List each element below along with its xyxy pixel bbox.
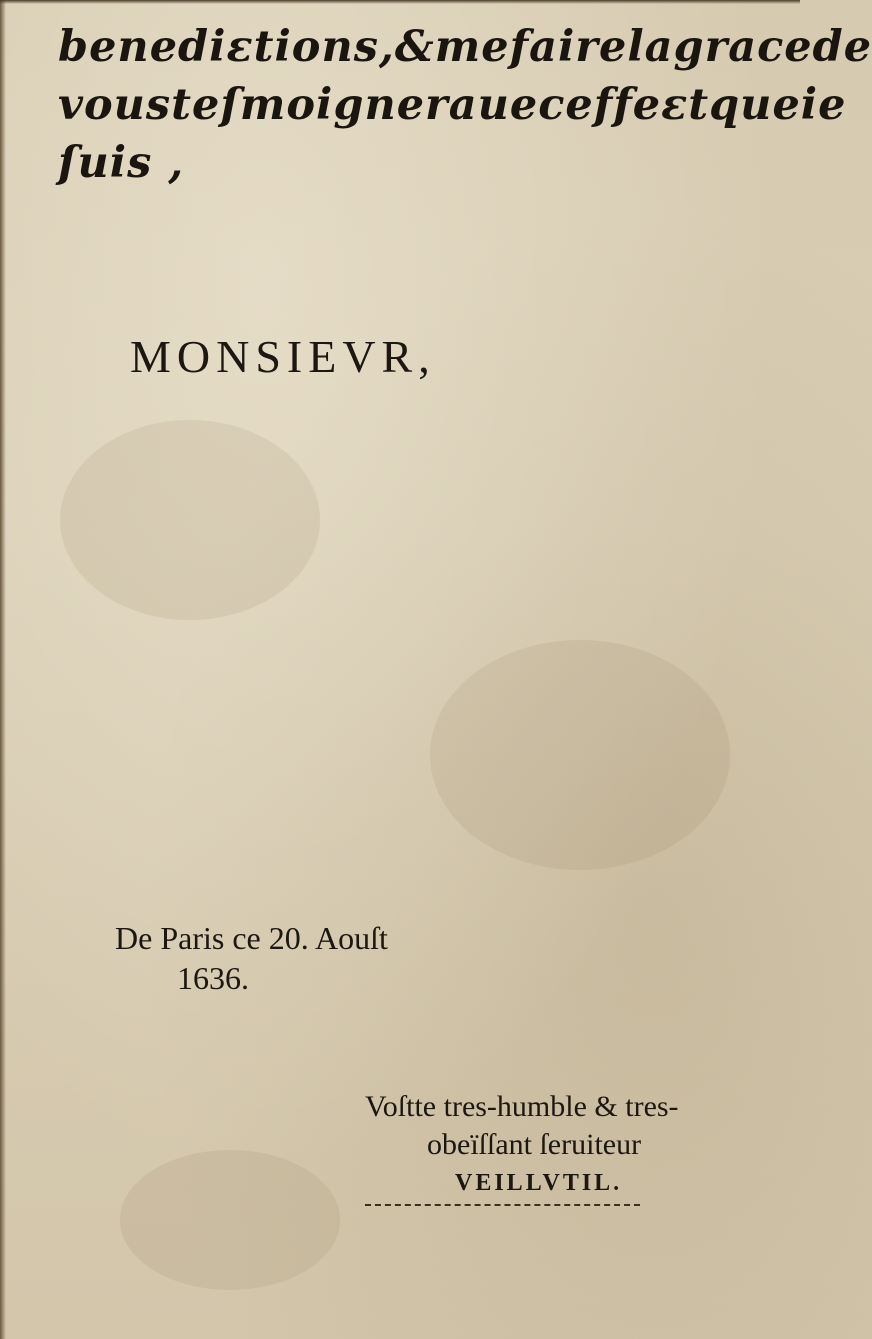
word: que — [709, 80, 801, 130]
page-edge-top — [0, 0, 800, 4]
page-edge-left — [0, 0, 6, 1339]
word: effeɛt — [565, 80, 710, 130]
word: de — [812, 22, 872, 72]
place-date-line: De Paris ce 20. Aouſt — [115, 920, 388, 956]
signature-line: Voſtte tres-humble & tres- — [365, 1090, 679, 1123]
word: benediɛtions, — [58, 22, 395, 72]
year: 1636. — [177, 960, 249, 996]
letter-closing-text — [58, 18, 872, 192]
paper-stain — [430, 640, 730, 870]
text-line-3 — [58, 134, 758, 192]
word: auec — [448, 80, 566, 130]
paper-stain — [60, 420, 320, 620]
word: teſmoigner — [171, 80, 449, 130]
word: ie — [800, 80, 847, 130]
signatory-name: VEILLVTIL. — [365, 1164, 640, 1206]
place-date — [115, 918, 388, 998]
word: la — [627, 22, 674, 72]
word: & — [394, 22, 435, 72]
word: grace — [673, 22, 813, 72]
signature-line: obeïſſant ſeruiteur — [427, 1128, 642, 1161]
word: vous — [58, 80, 172, 130]
text-line-2 — [58, 76, 847, 134]
word: ſuis , — [58, 138, 185, 188]
salutation: MONSIEVR, — [130, 331, 436, 382]
signature-block — [365, 1088, 679, 1206]
paper-stain — [120, 1150, 340, 1290]
word: faire — [509, 22, 628, 72]
word: me — [434, 22, 510, 72]
text-line-1 — [58, 18, 872, 76]
